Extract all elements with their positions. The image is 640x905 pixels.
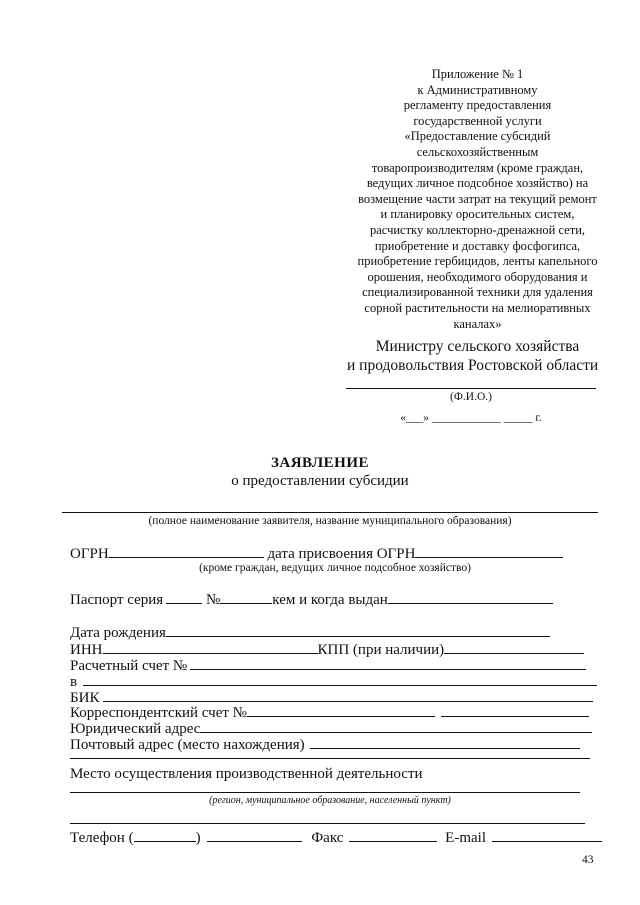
bank-label: в bbox=[70, 674, 78, 690]
bank-field[interactable] bbox=[83, 672, 597, 686]
ogrn-date-field[interactable] bbox=[415, 544, 563, 558]
kpp-field[interactable] bbox=[444, 640, 584, 654]
appendix-line: товаропроизводителям (кроме граждан, bbox=[371, 160, 584, 175]
appendix-line: и планировку оросительных систем, bbox=[380, 207, 575, 222]
applicant-hint: (полное наименование заявителя, название муниципального образования) bbox=[148, 515, 512, 527]
contacts-row bbox=[70, 828, 602, 847]
postal-address-extra-line[interactable] bbox=[70, 758, 590, 759]
appendix-line: регламенту предоставления bbox=[403, 98, 552, 113]
bik-label: БИК bbox=[70, 690, 100, 706]
appendix-line: Приложение № 1 bbox=[431, 67, 524, 81]
document-title: ЗАЯВЛЕНИЕ bbox=[270, 455, 370, 471]
appendix-line: приобретение и доставку фосфогипса, bbox=[374, 238, 581, 253]
passport-number-label: № bbox=[205, 592, 221, 608]
corr-account-field[interactable] bbox=[247, 703, 435, 717]
production-place-extra-line[interactable] bbox=[70, 823, 585, 824]
appendix-line: государственной услуги bbox=[413, 113, 542, 128]
passport-series-field[interactable] bbox=[166, 590, 202, 604]
appendix-line: расчистку коллекторно-дренажной сети, bbox=[369, 222, 586, 237]
date-line[interactable]: «___» ____________ _____ г. bbox=[400, 412, 542, 424]
applicant-name-field[interactable] bbox=[62, 512, 598, 513]
corr-account-label: Корреспондентский счет № bbox=[70, 705, 247, 721]
appendix-header bbox=[335, 67, 620, 332]
ogrn-row bbox=[70, 544, 563, 563]
appendix-line: к Административному bbox=[417, 82, 538, 97]
appendix-line: ведущих личное подсобное хозяйство) на bbox=[366, 176, 589, 191]
fio-field-line[interactable] bbox=[346, 388, 596, 389]
corr-account-field-extra[interactable] bbox=[441, 703, 589, 717]
postal-address-field[interactable] bbox=[310, 735, 580, 749]
document-subtitle: о предоставлении субсидии bbox=[231, 473, 409, 489]
account-field-prefix[interactable] bbox=[190, 656, 210, 670]
fax-label: Факс bbox=[311, 830, 344, 846]
appendix-line: орошения, необходимого оборудования и bbox=[367, 269, 588, 284]
production-place-label: Место осуществления производственной деятельности bbox=[70, 766, 423, 782]
passport-issued-field[interactable] bbox=[388, 590, 553, 604]
appendix-line: возмещение части затрат на текущий ремонт bbox=[358, 191, 597, 206]
addressee-block bbox=[335, 337, 600, 375]
addressee-line-2: и продовольствия Ростовской области bbox=[347, 357, 599, 374]
passport-row bbox=[70, 590, 553, 609]
postal-address-row bbox=[70, 735, 580, 754]
ogrn-field[interactable] bbox=[109, 544, 264, 558]
inn-label: ИНН bbox=[70, 642, 103, 658]
production-place-row bbox=[70, 766, 423, 783]
production-place-field[interactable] bbox=[70, 792, 580, 793]
appendix-line: специализированной техники для удаления bbox=[362, 285, 593, 300]
ogrn-label: ОГРН bbox=[70, 546, 109, 562]
birth-date-field[interactable] bbox=[166, 623, 550, 637]
birth-date-label: Дата рождения bbox=[70, 625, 166, 641]
legal-address-label: Юридический адрес bbox=[70, 721, 201, 737]
email-label: E-mail bbox=[445, 830, 486, 846]
passport-series-label: Паспорт серия bbox=[70, 592, 164, 608]
phone-field[interactable] bbox=[207, 828, 302, 842]
ogrn-date-label: дата присвоения ОГРН bbox=[267, 546, 416, 562]
appendix-line: приобретение гербицидов, ленты капельного bbox=[357, 254, 598, 269]
phone-close: ) bbox=[195, 830, 201, 846]
addressee-line-1: Министру сельского хозяйства bbox=[375, 338, 580, 355]
fio-label: (Ф.И.О.) bbox=[450, 391, 492, 403]
appendix-line: «Предоставление субсидий bbox=[404, 129, 551, 144]
page-number: 43 bbox=[582, 854, 594, 866]
fax-field[interactable] bbox=[349, 828, 437, 842]
kpp-label: КПП (при наличии) bbox=[317, 642, 445, 658]
appendix-line: сельскохозяйственным bbox=[416, 144, 539, 159]
account-label: Расчетный счет № bbox=[70, 658, 188, 674]
appendix-line: каналах» bbox=[453, 316, 502, 331]
phone-code-field[interactable] bbox=[134, 828, 196, 842]
passport-issued-label: кем и когда выдан bbox=[272, 592, 388, 608]
legal-address-field[interactable] bbox=[200, 719, 592, 733]
email-field[interactable] bbox=[492, 828, 602, 842]
appendix-line: сорной растительности на мелиоративных bbox=[364, 300, 591, 315]
postal-address-label: Почтовый адрес (место нахождения) bbox=[70, 737, 305, 753]
bik-field[interactable] bbox=[103, 688, 593, 702]
inn-field[interactable] bbox=[103, 640, 318, 654]
account-field[interactable] bbox=[210, 656, 586, 670]
phone-label: Телефон ( bbox=[70, 830, 134, 846]
production-place-hint: (регион, муниципальное образование, населенный пункт) bbox=[209, 795, 451, 806]
ogrn-hint: (кроме граждан, ведущих личное подсобное хозяйство) bbox=[199, 562, 471, 574]
passport-number-field[interactable] bbox=[220, 590, 272, 604]
